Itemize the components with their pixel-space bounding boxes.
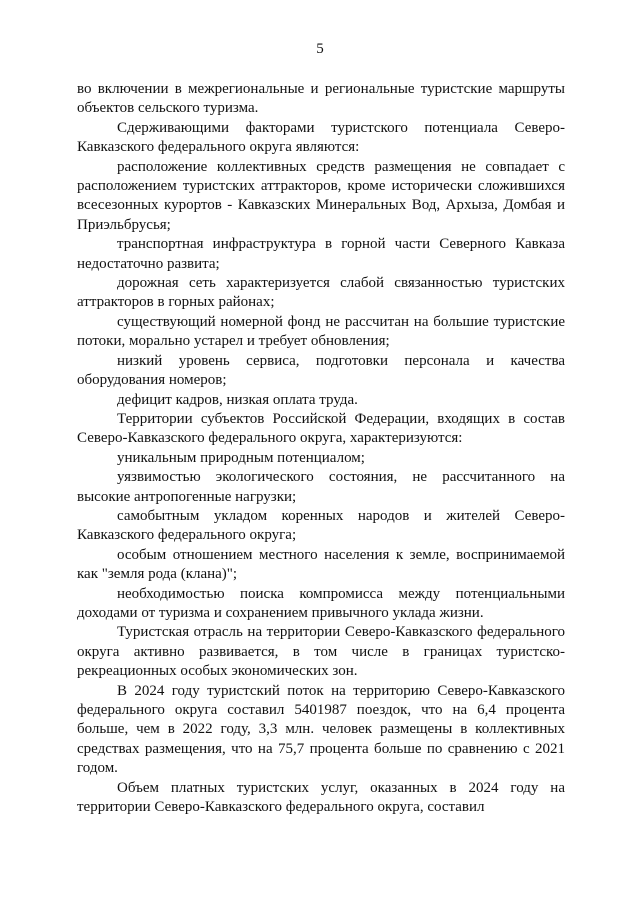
document-body xyxy=(77,80,565,817)
paragraph-list-item: расположение коллективных средств размещения не совпадает с расположением туристских аттракторов, кроме исторически сложившихся всесезонных курортов - Кавказских Минеральных Вод, Архыза, Домбая и Приэльбрусья; xyxy=(77,158,565,233)
paragraph-paid-services-volume: Объем платных туристских услуг, оказанных в 2024 году на территории Северо-Кавказского федерального округа, составил xyxy=(77,779,565,816)
page-number: 5 xyxy=(316,41,324,57)
paragraph-list-item: транспортная инфраструктура в горной части Северного Кавказа недостаточно развита; xyxy=(77,236,565,272)
paragraph-list-item: низкий уровень сервиса, подготовки персонала и качества оборудования номеров; xyxy=(77,352,565,389)
paragraph-industry-development: Туристская отрасль на территории Северо-Кавказского федерального округа активно развивается, в том числе в границах туристско-рекреационных особых экономических зон. xyxy=(77,624,565,680)
paragraph-list-item: особым отношением местного населения к земле, воспринимаемой как "земля рода (клана)"; xyxy=(77,546,565,583)
paragraph-territories-intro: Территории субъектов Российской Федерации, входящих в состав Северо-Кавказского федерального округа, характеризуются: xyxy=(77,410,565,447)
paragraph-list-item: дефицит кадров, низкая оплата труда. xyxy=(117,391,358,408)
paragraph-continuation: во включении в межрегиональные и региональные туристские маршруты объектов сельского туризма. xyxy=(77,81,565,117)
paragraph-list-item: самобытным укладом коренных народов и жителей Северо-Кавказского федерального округа; xyxy=(77,507,565,544)
paragraph-list-item: необходимостью поиска компромисса между потенциальными доходами от туризма и сохранением привычного уклада жизни. xyxy=(77,585,565,621)
paragraph-list-item: дорожная сеть характеризуется слабой связанностью туристских аттракторов в горных районах; xyxy=(77,275,565,311)
paragraph-constraining-factors-intro: Сдерживающими факторами туристского потенциала Северо-Кавказского федерального округа являются: xyxy=(77,119,565,156)
paragraph-tourist-flow-2024: В 2024 году туристский поток на территорию Северо-Кавказского федерального округа составил 5401987 поездок, что на 6,4 процента больше, чем в 2022 году, 3,3 млн. человек размещены в коллективных средствах размещения, что на 75,7 процента больше по сравнению с 2021 годом. xyxy=(77,682,565,777)
paragraph-list-item: уязвимостью экологического состояния, не рассчитанного на высокие антропогенные нагрузки; xyxy=(77,469,565,505)
paragraph-list-item: уникальным природным потенциалом; xyxy=(117,449,365,466)
paragraph-list-item: существующий номерной фонд не рассчитан на большие туристские потоки, морально устарел и требует обновления; xyxy=(77,313,565,350)
